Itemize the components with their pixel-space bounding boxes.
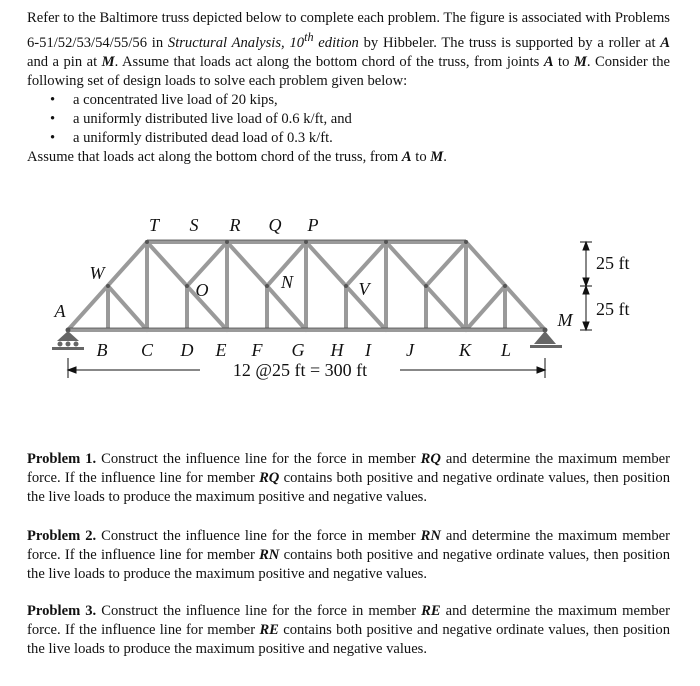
joint-label-j: J	[406, 340, 414, 360]
assumption-line: Assume that loads act along the bottom chord of the truss, from A to M.	[27, 148, 447, 165]
list-item: • a concentrated live load of 20 kips,	[27, 91, 670, 110]
joint-label-d: D	[180, 340, 194, 360]
joint-label-f: F	[251, 340, 263, 360]
joint-label-i: I	[365, 340, 371, 360]
book-title: Structural Analysis, 10th edition	[167, 30, 359, 51]
joint-label-v: V	[358, 279, 370, 299]
span-label: 12 @25 ft = 300 ft	[232, 360, 368, 380]
design-loads-list	[27, 91, 670, 148]
joint-label-o: O	[195, 280, 209, 300]
baltimore-truss-figure	[0, 200, 700, 390]
height-dimension	[580, 242, 592, 330]
truss-members	[68, 242, 545, 330]
support-label-a: A	[54, 301, 66, 321]
problem-3: Problem 3. Construct the influence line for the force in member RE and determine the maximum member force. If the influence line for member RE contains both positive and negative ordinate values, then position the live loads to produce the maximum positive and negative values.	[27, 603, 670, 657]
top-chord-labels	[149, 215, 319, 235]
list-item: • a uniformly distributed dead load of 0.3 k/ft.	[27, 129, 670, 148]
roller-support-icon	[52, 331, 84, 350]
joint-label-g: G	[291, 340, 305, 360]
joint-label-b: B	[96, 340, 108, 360]
bottom-chord-labels	[97, 340, 512, 360]
joint-label-r: R	[229, 215, 241, 235]
joint-label-t: T	[148, 215, 160, 235]
problem-2: Problem 2. Construct the influence line for the force in member RN and determine the maximum member force. If the influence line for member RN contains both positive and negative ordinate values, then position the live loads to produce the maximum positive and negative values.	[27, 528, 671, 582]
joint-label-c: C	[140, 340, 154, 360]
support-label-m: M	[557, 310, 573, 330]
joint-label-n: N	[280, 272, 294, 292]
joint-label-h: H	[330, 340, 344, 360]
pin-support-icon	[530, 331, 562, 348]
joint-label-q: Q	[268, 215, 282, 235]
list-item: • a uniformly distributed live load of 0.6 k/ft, and	[27, 110, 670, 129]
height-label-upper: 25 ft	[596, 253, 630, 273]
joint-label-w: W	[89, 263, 105, 283]
intro-text	[27, 9, 670, 167]
joint-label-e: E	[215, 340, 227, 360]
height-label-lower: 25 ft	[596, 299, 630, 319]
joint-label-l: L	[500, 340, 512, 360]
problem-1: Problem 1. Construct the influence line for the force in member RQ and determine the maximum member force. If the influence line for member RQ contains both positive and negative ordinate values, then position the live loads to produce the maximum positive and negative values.	[27, 451, 671, 505]
joint-label-k: K	[458, 340, 472, 360]
joint-label-p: P	[307, 215, 319, 235]
joint-label-s: S	[189, 215, 199, 235]
intro-paragraph: Refer to the Baltimore truss depicted below to complete each problem. The figure is associated with Problems 6-51/52/53/54/55/56 in Structural Analysis, 10th edition by Hibbeler. The truss is supported by a roller at A and a pin at M. Assume that loads act along the bottom chord of the truss, from joints A to M. Consider the following set of design loads to solve each problem given below:	[27, 10, 671, 89]
